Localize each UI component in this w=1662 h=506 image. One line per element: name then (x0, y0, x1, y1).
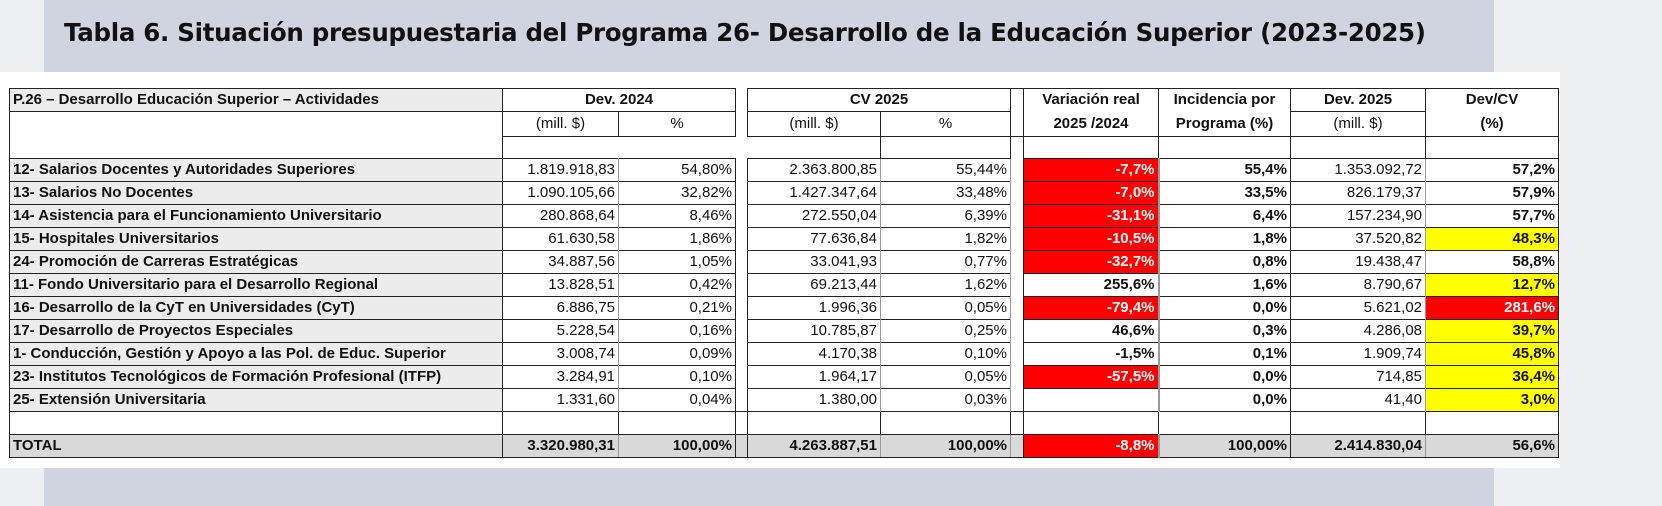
dev2024-value: 1.331,60 (503, 389, 619, 412)
cv2025-value: 1.996,36 (748, 297, 881, 320)
spacer-cell (736, 274, 748, 297)
dev2024-pct: 1,86% (619, 228, 736, 251)
spacer-cell (1011, 320, 1024, 343)
spacer-cell (736, 435, 748, 458)
devcv-value: 281,6% (1426, 297, 1559, 320)
dev2024-value: 6.886,75 (503, 297, 619, 320)
total-cv2025: 4.263.887,51 (748, 435, 881, 458)
table-row (10, 228, 1559, 251)
total-variacion: -8,8% (1024, 435, 1159, 458)
incidencia-value: 0,0% (1159, 389, 1291, 412)
variacion-value: -7,0% (1024, 182, 1159, 205)
incidencia-value: 1,6% (1159, 274, 1291, 297)
table-title: Tabla 6. Situación presupuestaria del Programa 26- Desarrollo de la Educación Superior (2023-2025) (64, 18, 1426, 47)
devcv-value: 58,8% (1426, 251, 1559, 274)
devcv-value: 57,2% (1426, 159, 1559, 182)
spacer-cell (881, 412, 1011, 435)
dev2024-pct: 0,16% (619, 320, 736, 343)
table-row (10, 389, 1559, 412)
spacer-cell (1011, 389, 1024, 412)
devcv-value: 48,3% (1426, 228, 1559, 251)
dev2025-value: 1.353.092,72 (1291, 159, 1426, 182)
cv2025-value: 2.363.800,85 (748, 159, 881, 182)
variacion-value: -32,7% (1024, 251, 1159, 274)
dev2025-value: 826.179,37 (1291, 182, 1426, 205)
activity-label: 12- Salarios Docentes y Autoridades Superiores (10, 159, 503, 182)
header-row-1 (10, 89, 1559, 112)
spacer-cell (1011, 343, 1024, 366)
table-row (10, 159, 1559, 182)
dev2025-value: 19.438,47 (1291, 251, 1426, 274)
header-dev2025: Dev. 2025 (1291, 89, 1426, 112)
spacer-cell (1011, 366, 1024, 389)
spacer-cell (1291, 412, 1426, 435)
incidencia-value: 33,5% (1159, 182, 1291, 205)
cv2025-value: 77.636,84 (748, 228, 881, 251)
spacer-cell (1011, 112, 1024, 137)
spacer-cell (1291, 137, 1426, 159)
devcv-value: 36,4% (1426, 366, 1559, 389)
cv2025-value: 4.170,38 (748, 343, 881, 366)
spacer-cell (748, 412, 881, 435)
variacion-value: -7,7% (1024, 159, 1159, 182)
header-cv2025-pct: % (881, 112, 1011, 137)
header-blank (10, 112, 503, 159)
spacer-cell (1011, 137, 1024, 159)
spacer-cell (736, 205, 748, 228)
total-dev2024-pct: 100,00% (619, 435, 736, 458)
header-incidencia-1: Incidencia por (1159, 89, 1291, 112)
cv2025-value: 1.427.347,64 (748, 182, 881, 205)
incidencia-value: 0,3% (1159, 320, 1291, 343)
spacer-cell (736, 159, 748, 182)
variacion-value: 46,6% (1024, 320, 1159, 343)
cv2025-pct: 1,62% (881, 274, 1011, 297)
spacer-cell (1011, 205, 1024, 228)
dev2024-value: 1.819.918,83 (503, 159, 619, 182)
dev2024-pct: 0,21% (619, 297, 736, 320)
total-label: TOTAL (10, 435, 503, 458)
spacer-cell (10, 412, 503, 435)
dev2024-value: 3.008,74 (503, 343, 619, 366)
cv2025-pct: 0,77% (881, 251, 1011, 274)
cv2025-pct: 33,48% (881, 182, 1011, 205)
dev2024-value: 5.228,54 (503, 320, 619, 343)
spacer-cell (736, 343, 748, 366)
activity-label: 25- Extensión Universitaria (10, 389, 503, 412)
dev2024-value: 1.090.105,66 (503, 182, 619, 205)
header-dev2024-pct: % (619, 112, 736, 137)
activity-label: 15- Hospitales Universitarios (10, 228, 503, 251)
table-row (10, 320, 1559, 343)
spacer-cell (1011, 297, 1024, 320)
header-incidencia-2: Programa (%) (1159, 112, 1291, 137)
incidencia-value: 1,8% (1159, 228, 1291, 251)
activity-label: 13- Salarios No Docentes (10, 182, 503, 205)
header-dev2024: Dev. 2024 (503, 89, 736, 112)
cv2025-pct: 55,44% (881, 159, 1011, 182)
header-row-2 (10, 112, 1559, 137)
spacer-cell (1426, 412, 1559, 435)
dev2025-value: 41,40 (1291, 389, 1426, 412)
activity-label: 23- Institutos Tecnológicos de Formación Profesional (ITFP) (10, 366, 503, 389)
devcv-value: 45,8% (1426, 343, 1559, 366)
activity-label: 14- Asistencia para el Funcionamiento Universitario (10, 205, 503, 228)
cv2025-pct: 6,39% (881, 205, 1011, 228)
table-row (10, 343, 1559, 366)
cv2025-pct: 0,05% (881, 297, 1011, 320)
activity-label: 24- Promoción de Carreras Estratégicas (10, 251, 503, 274)
total-cv2025-pct: 100,00% (881, 435, 1011, 458)
spacer-cell (1011, 228, 1024, 251)
spacer-cell (1426, 137, 1559, 159)
total-row (10, 435, 1559, 458)
variacion-value: 255,6% (1024, 274, 1159, 297)
cv2025-value: 1.380,00 (748, 389, 881, 412)
spacer-cell (736, 228, 748, 251)
incidencia-value: 0,1% (1159, 343, 1291, 366)
spacer-cell (503, 137, 881, 159)
spacer-cell (736, 320, 748, 343)
header-variacion-2: 2025 /2024 (1024, 112, 1159, 137)
total-dev2025: 2.414.830,04 (1291, 435, 1426, 458)
dev2024-pct: 0,42% (619, 274, 736, 297)
spacer-cell (619, 412, 736, 435)
cv2025-pct: 1,82% (881, 228, 1011, 251)
incidencia-value: 0,8% (1159, 251, 1291, 274)
spacer-cell (736, 389, 748, 412)
spacer-cell (503, 412, 619, 435)
bottom-band (44, 468, 1494, 506)
devcv-value: 39,7% (1426, 320, 1559, 343)
spacer-cell (736, 251, 748, 274)
variacion-value: -31,1% (1024, 205, 1159, 228)
dev2025-value: 8.790,67 (1291, 274, 1426, 297)
total-dev2024: 3.320.980,31 (503, 435, 619, 458)
dev2024-pct: 8,46% (619, 205, 736, 228)
dev2025-value: 4.286,08 (1291, 320, 1426, 343)
variacion-value (1024, 389, 1159, 412)
header-dev2024-mill: (mill. $) (503, 112, 619, 137)
cv2025-value: 10.785,87 (748, 320, 881, 343)
dev2025-value: 37.520,82 (1291, 228, 1426, 251)
devcv-value: 57,9% (1426, 182, 1559, 205)
cv2025-value: 1.964,17 (748, 366, 881, 389)
incidencia-value: 6,4% (1159, 205, 1291, 228)
dev2024-pct: 32,82% (619, 182, 736, 205)
dev2024-pct: 0,09% (619, 343, 736, 366)
spacer-cell (736, 297, 748, 320)
table-row (10, 297, 1559, 320)
spacer-cell (736, 182, 748, 205)
dev2024-pct: 0,10% (619, 366, 736, 389)
cv2025-pct: 0,25% (881, 320, 1011, 343)
dev2024-pct: 0,04% (619, 389, 736, 412)
table-row (10, 274, 1559, 297)
activity-label: 16- Desarrollo de la CyT en Universidades (CyT) (10, 297, 503, 320)
cv2025-pct: 0,05% (881, 366, 1011, 389)
dev2025-value: 1.909,74 (1291, 343, 1426, 366)
dev2024-pct: 1,05% (619, 251, 736, 274)
table-row (10, 366, 1559, 389)
total-incidencia: 100,00% (1159, 435, 1291, 458)
cv2025-pct: 0,10% (881, 343, 1011, 366)
cv2025-value: 272.550,04 (748, 205, 881, 228)
header-dev2025-mill: (mill. $) (1291, 112, 1426, 137)
table-row (10, 251, 1559, 274)
cv2025-value: 33.041,93 (748, 251, 881, 274)
blank-row (10, 412, 1559, 435)
dev2024-value: 280.868,64 (503, 205, 619, 228)
spacer-cell (736, 89, 748, 112)
variacion-value: -57,5% (1024, 366, 1159, 389)
spacer-cell (736, 412, 748, 435)
cv2025-pct: 0,03% (881, 389, 1011, 412)
spacer-cell (1011, 274, 1024, 297)
cv2025-value: 69.213,44 (748, 274, 881, 297)
dev2024-pct: 54,80% (619, 159, 736, 182)
incidencia-value: 0,0% (1159, 366, 1291, 389)
variacion-value: -10,5% (1024, 228, 1159, 251)
data-rows (10, 159, 1559, 412)
spacer-cell (1011, 159, 1024, 182)
budget-table (9, 88, 1559, 458)
header-variacion-1: Variación real (1024, 89, 1159, 112)
dev2024-value: 61.630,58 (503, 228, 619, 251)
table-row (10, 205, 1559, 228)
spacer-cell (736, 366, 748, 389)
dev2025-value: 157.234,90 (1291, 205, 1426, 228)
header-activities: P.26 – Desarrollo Educación Superior – Actividades (10, 89, 503, 112)
total-devcv: 56,6% (1426, 435, 1559, 458)
devcv-value: 57,7% (1426, 205, 1559, 228)
spacer-cell (1011, 412, 1024, 435)
spacer-cell (1024, 137, 1159, 159)
header-cv2025-mill: (mill. $) (748, 112, 881, 137)
spacer-cell (1011, 251, 1024, 274)
spacer-cell (1011, 182, 1024, 205)
spacer-cell (881, 137, 1011, 159)
spacer-cell (1159, 137, 1291, 159)
spacer-cell (1011, 89, 1024, 112)
spacer-cell (1159, 412, 1291, 435)
dev2024-value: 13.828,51 (503, 274, 619, 297)
incidencia-value: 55,4% (1159, 159, 1291, 182)
table-row (10, 182, 1559, 205)
activity-label: 17- Desarrollo de Proyectos Especiales (10, 320, 503, 343)
header-devcv-2: (%) (1426, 112, 1559, 137)
variacion-value: -79,4% (1024, 297, 1159, 320)
header-devcv-1: Dev/CV (1426, 89, 1559, 112)
spacer-cell (1011, 435, 1024, 458)
spacer-cell (1024, 412, 1159, 435)
activity-label: 11- Fondo Universitario para el Desarrollo Regional (10, 274, 503, 297)
devcv-value: 12,7% (1426, 274, 1559, 297)
devcv-value: 3,0% (1426, 389, 1559, 412)
dev2025-value: 714,85 (1291, 366, 1426, 389)
incidencia-value: 0,0% (1159, 297, 1291, 320)
header-cv2025: CV 2025 (748, 89, 1011, 112)
dev2024-value: 3.284,91 (503, 366, 619, 389)
spacer-cell (736, 112, 748, 137)
activity-label: 1- Conducción, Gestión y Apoyo a las Pol. de Educ. Superior (10, 343, 503, 366)
dev2025-value: 5.621,02 (1291, 297, 1426, 320)
dev2024-value: 34.887,56 (503, 251, 619, 274)
variacion-value: -1,5% (1024, 343, 1159, 366)
